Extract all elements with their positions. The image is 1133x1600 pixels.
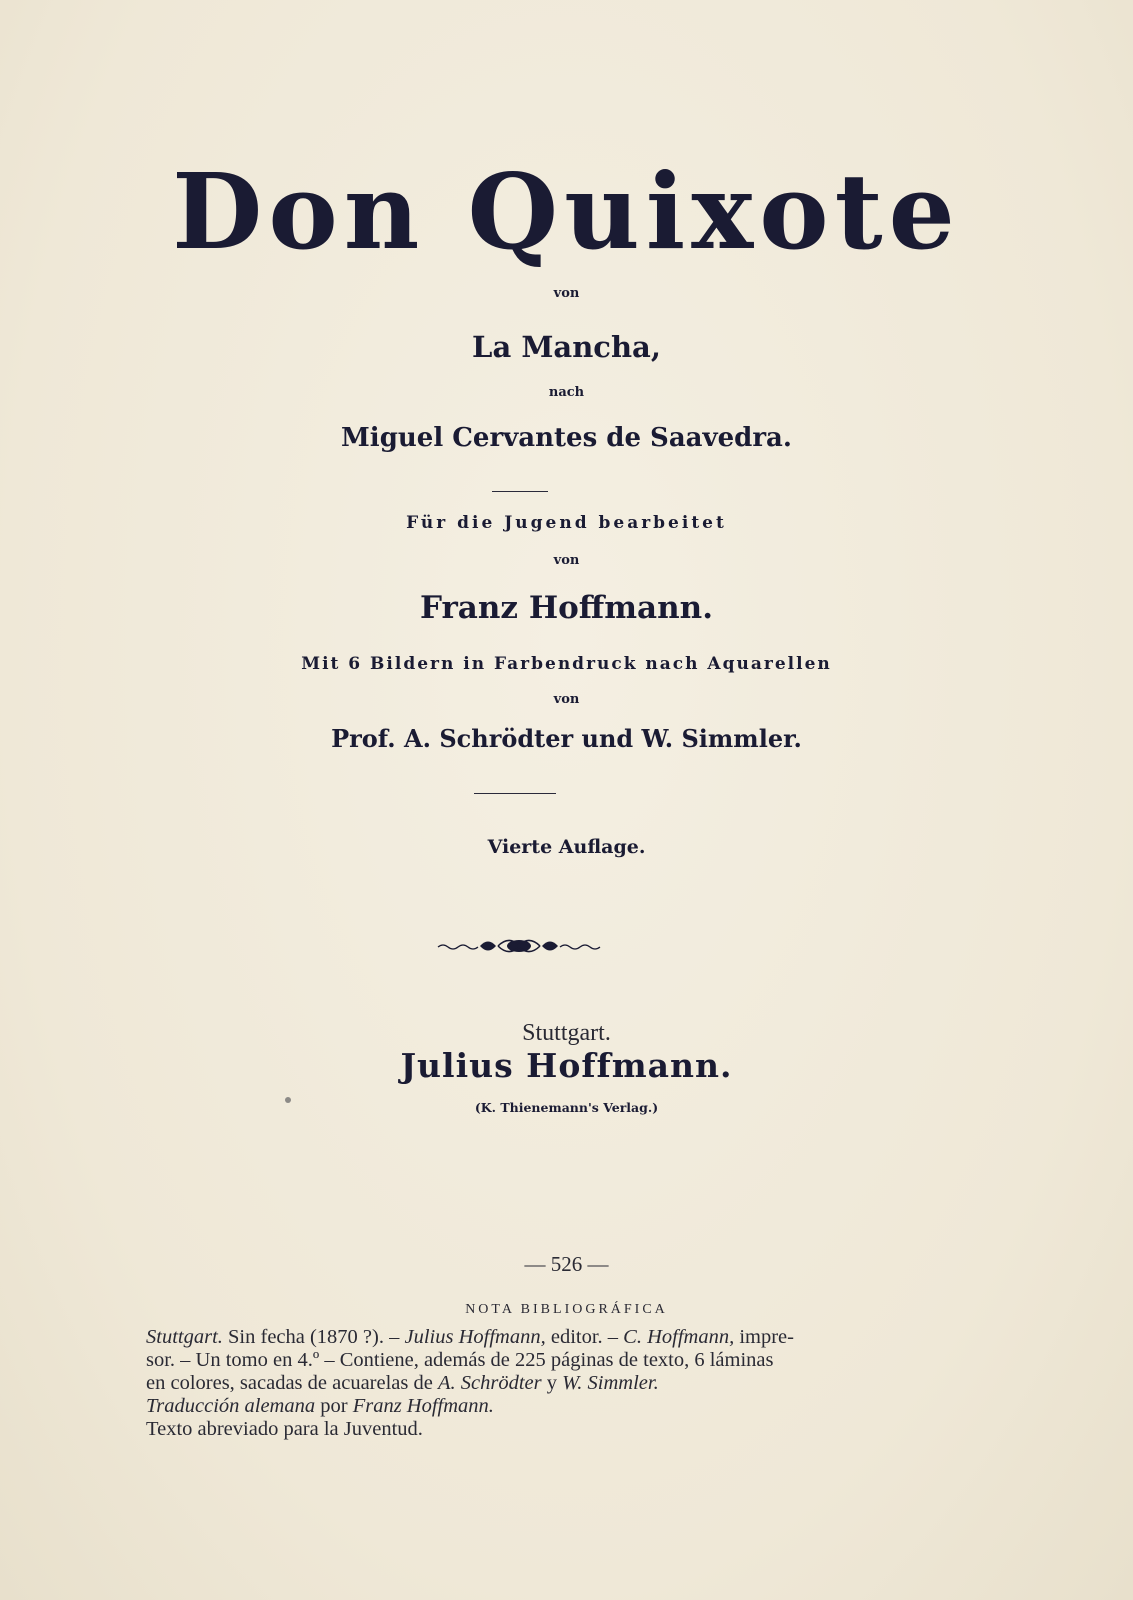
bibliographic-note (146, 1326, 906, 1441)
book-title: Don Quixote (172, 150, 961, 273)
nota-heading: NOTA BIBLIOGRÁFICA (465, 1302, 668, 1317)
page-number: — 526 — (524, 1252, 609, 1276)
von-3: von (553, 692, 580, 707)
publisher: Julius Hoffmann. (400, 1046, 733, 1085)
la-mancha: La Mancha, (472, 330, 661, 364)
nach: nach (548, 385, 585, 400)
edition: Vierte Auflage. (487, 836, 646, 858)
verlag: (K. Thienemann's Verlag.) (474, 1100, 659, 1115)
illustrators: Prof. A. Schrödter und W. Simmler. (331, 724, 802, 753)
biblio-line-1: Stuttgart. Sin fecha (1870 ?). – Julius Hoffmann, editor. – C. Hoffmann, impre- (146, 1326, 794, 1348)
city: Stuttgart. (522, 1020, 611, 1046)
biblio-line-5: Texto abreviado para la Juventud. (146, 1418, 423, 1440)
jugend-line: Für die Jugend bearbeitet (406, 513, 727, 533)
editor-name: Franz Hoffmann. (420, 590, 713, 626)
ornament-flourish (436, 936, 602, 956)
bilder-line: Mit 6 Bildern in Farbendruck nach Aquarellen (301, 654, 832, 674)
von-1: von (553, 286, 580, 301)
divider-rule-1 (492, 491, 548, 492)
biblio-line-3: en colores, sacadas de acuarelas de A. Schrödter y W. Simmler. (146, 1372, 659, 1394)
divider-rule-2 (474, 793, 556, 794)
von-2: von (553, 553, 580, 568)
author-name: Miguel Cervantes de Saavedra. (341, 423, 792, 453)
biblio-line-2: sor. – Un tomo en 4.º – Contiene, además de 225 páginas de texto, 6 láminas (146, 1349, 774, 1371)
paper-speck (285, 1097, 291, 1103)
biblio-line-4: Traducción alemana por Franz Hoffmann. (146, 1395, 494, 1417)
